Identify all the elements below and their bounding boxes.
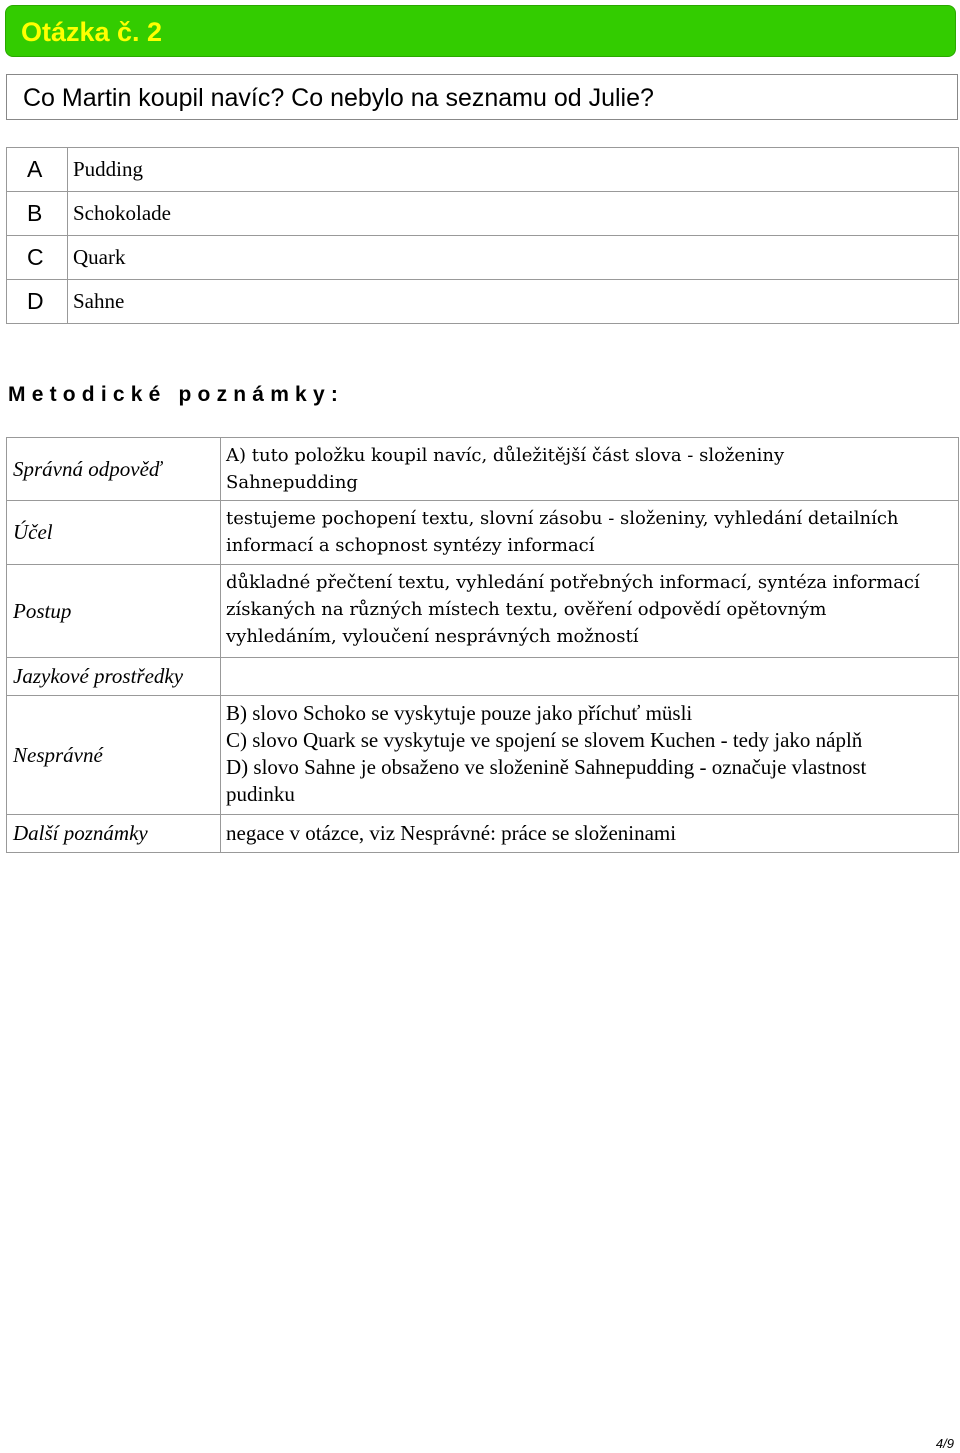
notes-line: A) tuto položku koupil navíc, důležitější část slova - složeniny (226, 445, 785, 466)
question-header (5, 5, 956, 57)
question-text: Co Martin koupil navíc? Co nebylo na seznamu od Julie? (23, 84, 654, 112)
notes-value (221, 438, 959, 501)
option-letter: B (7, 192, 68, 236)
notes-row-incorrect (7, 696, 959, 815)
notes-value (221, 815, 959, 853)
methodical-notes-table (6, 437, 959, 853)
notes-value (221, 696, 959, 815)
option-letter: D (7, 280, 68, 324)
notes-line: vyhledáním, vyloučení nesprávných možností (226, 626, 639, 647)
notes-heading: Metodické poznámky: (8, 383, 345, 406)
notes-row-correct (7, 438, 959, 501)
notes-row-purpose (7, 501, 959, 565)
option-row-b (7, 192, 959, 236)
question-title: Otázka č. 2 (21, 17, 163, 47)
notes-line: negace v otázce, viz Nesprávné: práce se složeninami (226, 821, 677, 845)
notes-row-language (7, 658, 959, 696)
notes-line: získaných na různých místech textu, ověření odpovědí opětovným (226, 599, 827, 620)
option-text: Pudding (68, 148, 959, 192)
notes-label: Jazykové prostředky (7, 658, 221, 696)
notes-line: pudinku (226, 782, 295, 806)
option-text: Schokolade (68, 192, 959, 236)
notes-value (221, 565, 959, 658)
notes-row-procedure (7, 565, 959, 658)
option-row-d (7, 280, 959, 324)
notes-line: D) slovo Sahne je obsaženo ve složenině Sahnepudding - označuje vlastnost (226, 755, 867, 779)
notes-line: C) slovo Quark se vyskytuje ve spojení se slovem Kuchen - tedy jako náplň (226, 728, 863, 752)
notes-label: Další poznámky (7, 815, 221, 853)
notes-line: informací a schopnost syntézy informací (226, 535, 595, 556)
answer-options-table (6, 147, 959, 324)
notes-label: Účel (7, 501, 221, 565)
notes-label: Nesprávné (7, 696, 221, 815)
page-number: 4/9 (935, 1436, 954, 1451)
option-letter: A (7, 148, 68, 192)
option-row-a (7, 148, 959, 192)
notes-value (221, 658, 959, 696)
notes-label: Správná odpověď (7, 438, 221, 501)
notes-label: Postup (7, 565, 221, 658)
notes-line: Sahnepudding (226, 472, 358, 493)
option-row-c (7, 236, 959, 280)
notes-row-other (7, 815, 959, 853)
question-box (6, 74, 958, 120)
option-text: Sahne (68, 280, 959, 324)
notes-line: důkladné přečtení textu, vyhledání potřebných informací, syntéza informací (226, 572, 920, 593)
notes-line: B) slovo Schoko se vyskytuje pouze jako příchuť müsli (226, 701, 693, 725)
option-letter: C (7, 236, 68, 280)
notes-line: testujeme pochopení textu, slovní zásobu - složeniny, vyhledání detailních (226, 508, 899, 529)
notes-value (221, 501, 959, 565)
option-text: Quark (68, 236, 959, 280)
